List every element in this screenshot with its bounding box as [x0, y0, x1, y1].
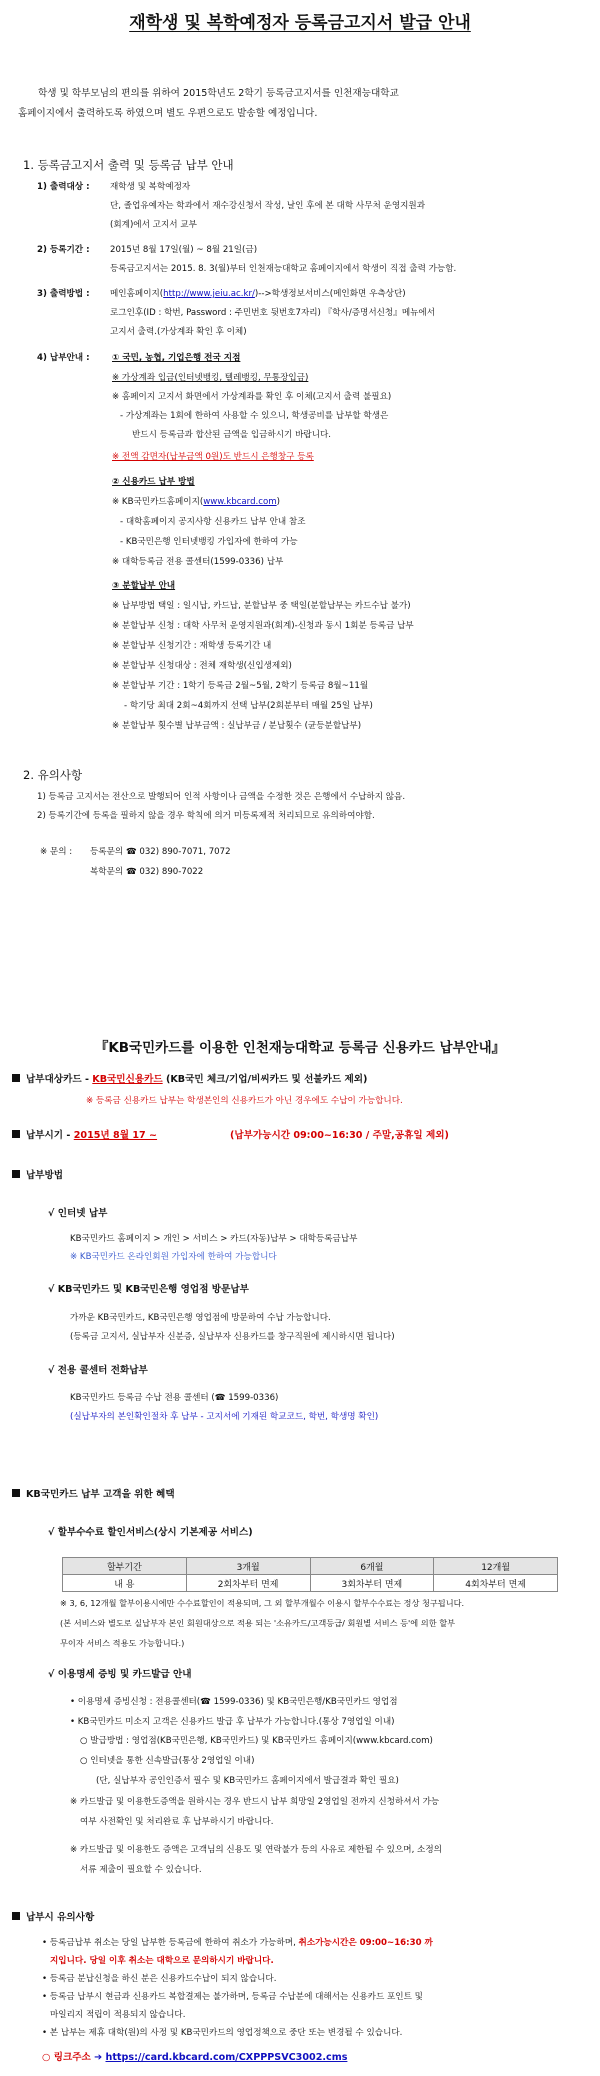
installment-item: ※ 납부방법 택일 : 일시납, 카드납, 분할납부 중 택일(분할납부는 카드수납 불가)	[112, 601, 411, 611]
target-line: 단, 졸업유예자는 학과에서 재수강신청서 작성, 날인 후에 본 대학 사무처 운영지원과	[110, 201, 426, 211]
cert-line: • KB국민카드 미소지 고객은 신용카드 발급 후 납부가 가능합니다.(통상 7영업일 이내)	[70, 1717, 395, 1727]
cert-line: ※ 카드발급 및 이용한도 증액은 고객님의 신용도 및 연락불가 등의 사유로 제한될 수 있으며, 소정의	[70, 1845, 442, 1855]
kb-target-note: ※ 등록금 신용카드 납부는 학생본인의 신용카드가 아닌 경우에도 수납이 가능합니다.	[86, 1096, 403, 1106]
section2-heading: 2. 유의사항	[23, 768, 83, 782]
pay-note: ※ 대학등록금 전용 콜센터(1599-0336) 납부	[112, 557, 284, 567]
table-cell: 4회차부터 면제	[434, 1575, 558, 1592]
target-line: (회계)에서 고지서 교부	[110, 220, 197, 230]
installment-heading: √ 할부수수료 할인서비스(상시 기본제공 서비스)	[48, 1527, 253, 1538]
contact-enroll: 등록문의 ☎ 032) 890-7071, 7072	[90, 847, 231, 857]
bullet-icon	[12, 1130, 20, 1138]
section1-heading: 1. 등록금고지서 출력 및 등록금 납부 안내	[23, 158, 234, 172]
installment-item: ※ 분할납부 횟수별 납부금액 : 실납부금 / 분납횟수 (균등분할납부)	[112, 721, 362, 731]
method-line-1: 메인홈페이지(http://www.jeiu.ac.kr/)-->학생정보서비스(메인화면 우측상단)	[110, 289, 406, 299]
method-line-2: 로그인후(ID : 학번, Password : 주민번호 뒷번호7자리) 『학사/증명서신청』메뉴에서	[110, 308, 436, 318]
method-label: 3) 출력방법 :	[37, 289, 90, 299]
caution-heading: 납부시 유의사항	[12, 1911, 94, 1924]
target-label: 1) 출력대상 :	[37, 182, 90, 192]
pay-option-3: ③ 분할납부 안내	[112, 581, 176, 591]
table-note: 무이자 서비스 적용도 가능합니다.)	[60, 1638, 185, 1648]
visit-heading: √ KB국민카드 및 KB국민은행 영업점 방문납부	[48, 1284, 249, 1295]
link-label: ○ 링크주소	[42, 2052, 91, 2063]
period-label: 2) 등록기간 :	[37, 245, 90, 255]
caution-line: • 등록금 납부시 현금과 신용카드 복합결제는 불가하며, 등록금 수납분에 대해서는 신용카드 포인트 및	[42, 1992, 423, 2002]
pay-note: 반드시 등록금과 합산된 금액을 입금하시기 바랍니다.	[132, 430, 332, 440]
internet-path: KB국민카드 홈페이지 > 개인 > 서비스 > 카드(자동)납부 > 대학등록금납부	[70, 1234, 358, 1244]
kbcard-payment-link[interactable]: https://card.kbcard.com/CXPPPSVC3002.cms	[105, 2052, 348, 2063]
bullet-icon	[12, 1074, 20, 1082]
intro-line-1: 학생 및 학부모님의 편의를 위하여 2015학년도 2학기 등록금고지서를 인천재능대학교	[38, 88, 399, 99]
bullet-icon	[12, 1170, 20, 1178]
cert-line: 서류 제출이 필요할 수 있습니다.	[80, 1865, 202, 1875]
installment-item: ※ 분할납부 신청대상 : 전체 재학생(신입생제외)	[112, 661, 292, 671]
intro-line-2: 홈페이지에서 출력하도록 하였으며 별도 우편으로도 발송할 예정입니다.	[18, 108, 318, 119]
pay-note: ※ 홈페이지 고지서 화면에서 가상계좌를 확인 후 이체(고지서 출력 불필요)	[112, 392, 392, 402]
internet-heading: √ 인터넷 납부	[48, 1208, 108, 1219]
caution-line: • 등록금납부 취소는 당일 납부한 등록금에 한하여 취소가 가능하며, 취소가능시간은 09:00~16:30 까	[42, 1938, 433, 1948]
table-cell: 3회차부터 면제	[310, 1575, 434, 1592]
caution-line: 마일리지 적립이 적용되지 않습니다.	[50, 2010, 186, 2020]
visit-line: 가까운 KB국민카드, KB국민은행 영업점에 방문하여 수납 가능합니다.	[70, 1313, 331, 1323]
call-line-note: (실납부자의 본인확인절차 후 납부 - 고지서에 기재된 학교코드, 학번, 학생명 확인)	[70, 1412, 379, 1422]
table-header-cell: 6개월	[310, 1558, 434, 1575]
cert-line: ○ 발급방법 : 영업점(KB국민은행, KB국민카드) 및 KB국민카드 홈페이지(www.kbcard.com)	[80, 1736, 433, 1746]
caution-item: 2) 등록기간에 등록을 필하지 않을 경우 학칙에 의거 미등록제적 처리되므로 유의하여야함.	[37, 811, 375, 821]
bullet-icon	[12, 1489, 20, 1497]
pay-option-1: ① 국민, 농협, 기업은행 전국 지점	[112, 353, 241, 363]
contact-label: ※ 문의 :	[40, 847, 73, 857]
kb-method-heading: 납부방법	[12, 1169, 63, 1182]
kb-period-hours: (납부가능시간 09:00~16:30 / 주말,공휴일 제외)	[230, 1130, 449, 1141]
visit-line: (등록금 고지서, 실납부자 신분증, 실납부자 신용카드를 창구직원에 제시하시면 됩니다)	[70, 1332, 395, 1342]
pay-note: ※ KB국민카드홈페이지(www.kbcard.com)	[112, 497, 280, 507]
benefit-heading: KB국민카드 납부 고객을 위한 혜택	[12, 1488, 175, 1501]
kbcard-link[interactable]: www.kbcard.com	[203, 497, 277, 507]
target-line: 재학생 및 복학예정자	[110, 182, 191, 192]
table-note: ※ 3, 6, 12개월 할부이용시에만 수수료할인이 적용되며, 그 외 할부개월수 이용시 할부수수료는 정상 청구됩니다.	[60, 1598, 465, 1608]
table-header-cell: 할부기간	[63, 1558, 187, 1575]
page-title: 재학생 및 복학예정자 등록금고지서 발급 안내	[129, 13, 471, 33]
cert-heading: √ 이용명세 증빙 및 카드발급 안내	[48, 1669, 192, 1680]
installment-item: ※ 분할납부 기간 : 1학기 등록금 2월~5월, 2학기 등록금 8월~11월	[112, 681, 369, 691]
installment-item: ※ 분할납부 신청 : 대학 사무처 운영지원과(회계)-신청과 동시 1회분 등록금 납부	[112, 621, 414, 631]
table-cell: 내 용	[63, 1575, 187, 1592]
cert-line: 여부 사전확인 및 처리완료 후 납부하시기 바랍니다.	[80, 1817, 274, 1827]
caution-line: • 본 납부는 제휴 대학(원)의 사정 및 KB국민카드의 영업정책으로 중단 또는 변경될 수 있습니다.	[42, 2028, 403, 2038]
kb-target: 납부대상카드 - KB국민신용카드 (KB국민 체크/기업/비씨카드 및 선불카드 제외)	[12, 1073, 367, 1086]
period-line: 2015년 8월 17일(월) ~ 8월 21일(금)	[110, 245, 258, 255]
pay-note: - KB국민은행 인터넷뱅킹 가입자에 한하여 가능	[120, 537, 298, 547]
cert-line: ○ 인터넷을 통한 신속발급(통상 2영업일 이내)	[80, 1756, 255, 1766]
homepage-link[interactable]: http://www.jeiu.ac.kr/	[163, 289, 255, 299]
pay-note-zero: ※ 전액 감면자(납부금액 0원)도 반드시 은행창구 등록	[112, 452, 314, 462]
call-line: KB국민카드 등록금 수납 전용 콜센터 (☎ 1599-0336)	[70, 1393, 279, 1403]
arrow-right-icon: ➔	[90, 2052, 106, 2063]
kb-period: 납부시기 - 2015년 8월 17 ~	[12, 1129, 157, 1142]
pay-label: 4) 납부안내 :	[37, 353, 90, 363]
pay-note: ※ 가상계좌 입금(인터넷뱅킹, 텔레뱅킹, 무통장입금)	[112, 373, 309, 383]
contact-return: 복학문의 ☎ 032) 890-7022	[90, 867, 204, 877]
method-line-3: 고지서 출력.(가상계좌 확인 후 이체)	[110, 327, 247, 337]
call-heading: √ 전용 콜센터 전화납부	[48, 1365, 148, 1376]
installment-item: - 학기당 최대 2회~4회까지 선택 납부(2회분부터 매월 25일 납부)	[124, 701, 373, 711]
cert-line: • 이용명세 증빙신청 : 전용콜센터(☎ 1599-0336) 및 KB국민은행/KB국민카드 영업점	[70, 1697, 398, 1707]
caution-line: 지입니다. 당일 이후 취소는 대학으로 문의하시기 바랍니다.	[50, 1956, 274, 1966]
installment-table	[62, 1557, 558, 1592]
bullet-icon	[12, 1912, 20, 1920]
link-row	[42, 2051, 347, 2064]
table-note: (본 서비스와 별도로 실납부자 본인 회원대상으로 적용 되는 '소유카드/고객등급/ 회원별 서비스 등'에 의한 할부	[60, 1618, 456, 1628]
pay-note: - 대학홈페이지 공지사항 신용카드 납부 안내 참조	[120, 517, 306, 527]
caution-item: 1) 등록금 고지서는 전산으로 발행되어 인적 사항이나 금액을 수정한 것은 은행에서 수납하지 않음.	[37, 792, 406, 802]
table-header-cell: 12개월	[434, 1558, 558, 1575]
installment-item: ※ 분할납부 신청기간 : 재학생 등록기간 내	[112, 641, 272, 651]
period-line: 등록금고지서는 2015. 8. 3(월)부터 인천재능대학교 홈페이지에서 학생이 직접 출력 가능함.	[110, 264, 457, 274]
kb-title: 『KB국민카드를 이용한 인천재능대학교 등록금 신용카드 납부안내』	[94, 1040, 506, 1056]
table-header-cell: 3개월	[186, 1558, 310, 1575]
internet-note: ※ KB국민카드 온라인회원 가입자에 한하여 가능합니다	[70, 1252, 277, 1262]
cert-line: ※ 카드발급 및 이용한도증액을 원하시는 경우 반드시 납부 희망일 2영업일 전까지 신청하셔서 가능	[70, 1797, 440, 1807]
pay-option-2: ② 신용카드 납부 방법	[112, 477, 195, 487]
cert-line: (단, 실납부자 공인인증서 필수 및 KB국민카드 홈페이지에서 발급결과 확인 필요)	[96, 1776, 399, 1786]
caution-line: • 등록금 분납신청을 하신 분은 신용카드수납이 되지 않습니다.	[42, 1974, 277, 1984]
pay-note: - 가상계좌는 1회에 한하여 사용할 수 있으니, 학생공비를 납부할 학생은	[120, 411, 389, 421]
table-cell: 2회차부터 면제	[186, 1575, 310, 1592]
